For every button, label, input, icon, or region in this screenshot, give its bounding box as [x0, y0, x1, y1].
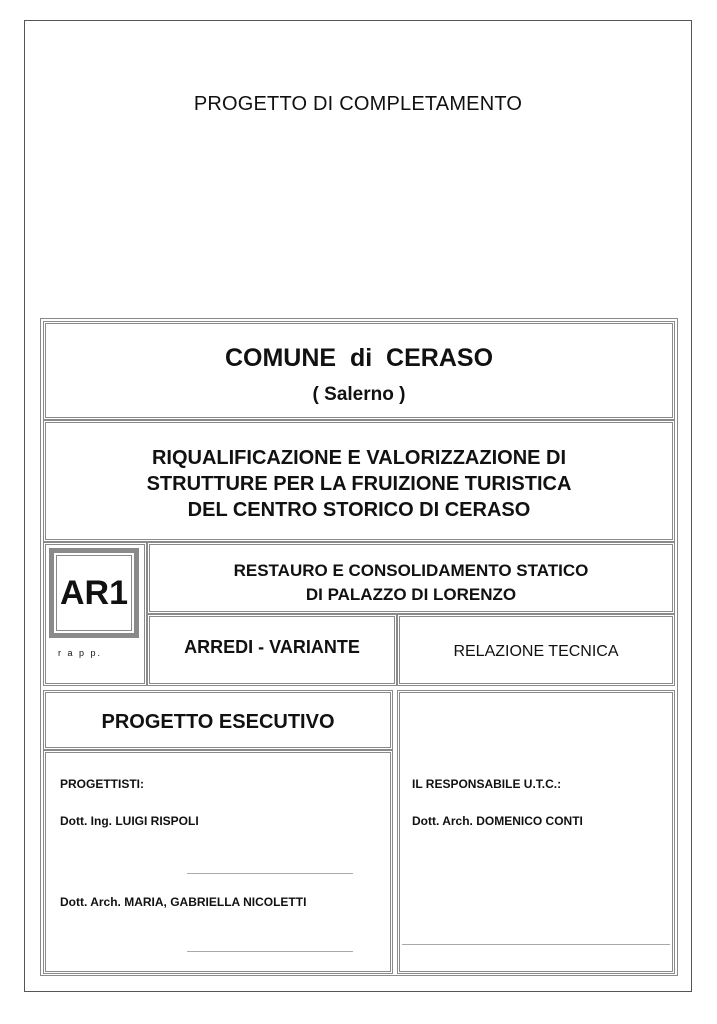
designers-cell: [43, 750, 393, 974]
subject-line-2: DI PALAZZO DI LORENZO: [305, 585, 517, 604]
subject-line-1: RESTAURO E CONSOLIDAMENTO STATICO: [233, 561, 589, 580]
designer-name-1: Dott. Ing. LUIGI RISPOLI: [60, 814, 199, 828]
comune-name: COMUNE di CERASO: [224, 344, 494, 372]
document-code: AR1: [56, 555, 132, 631]
designers-heading: PROGETTISTI:: [60, 777, 144, 791]
section-label: ARREDI - VARIANTE: [184, 637, 360, 657]
signature-line-1: [187, 873, 353, 874]
code-badge: [49, 548, 139, 638]
document-header-title: PROGETTO DI COMPLETAMENTO: [193, 93, 523, 115]
comune-box: [43, 321, 675, 420]
project-title-line-3: DEL CENTRO STORICO DI CERASO: [187, 499, 531, 521]
project-title-box: [43, 420, 675, 542]
responsible-bottom-divider: [402, 944, 670, 945]
subject-cell: [147, 542, 675, 614]
signature-line-2: [187, 951, 353, 952]
comune-province: ( Salerno ): [312, 384, 406, 405]
doc-title: RELAZIONE TECNICA: [453, 643, 619, 660]
project-title: [46, 445, 672, 523]
subject-title: [150, 559, 672, 607]
phase-label: PROGETTO ESECUTIVO: [101, 711, 335, 733]
section-cell: [147, 614, 397, 686]
project-title-line-1: RIQUALIFICAZIONE E VALORIZZAZIONE DI: [151, 447, 567, 469]
designer-name-2: Dott. Arch. MARIA, GABRIELLA NICOLETTI: [60, 895, 307, 909]
document-type-abbrev: r a p p.: [58, 648, 103, 658]
project-title-line-2: STRUTTURE PER LA FRUIZIONE TURISTICA: [146, 473, 572, 495]
responsible-cell: [397, 690, 675, 974]
responsible-name: Dott. Arch. DOMENICO CONTI: [412, 814, 583, 828]
code-cell: [43, 542, 147, 686]
doc-title-cell: [397, 614, 675, 686]
phase-cell: [43, 690, 393, 750]
responsible-heading: IL RESPONSABILE U.T.C.:: [412, 777, 562, 791]
